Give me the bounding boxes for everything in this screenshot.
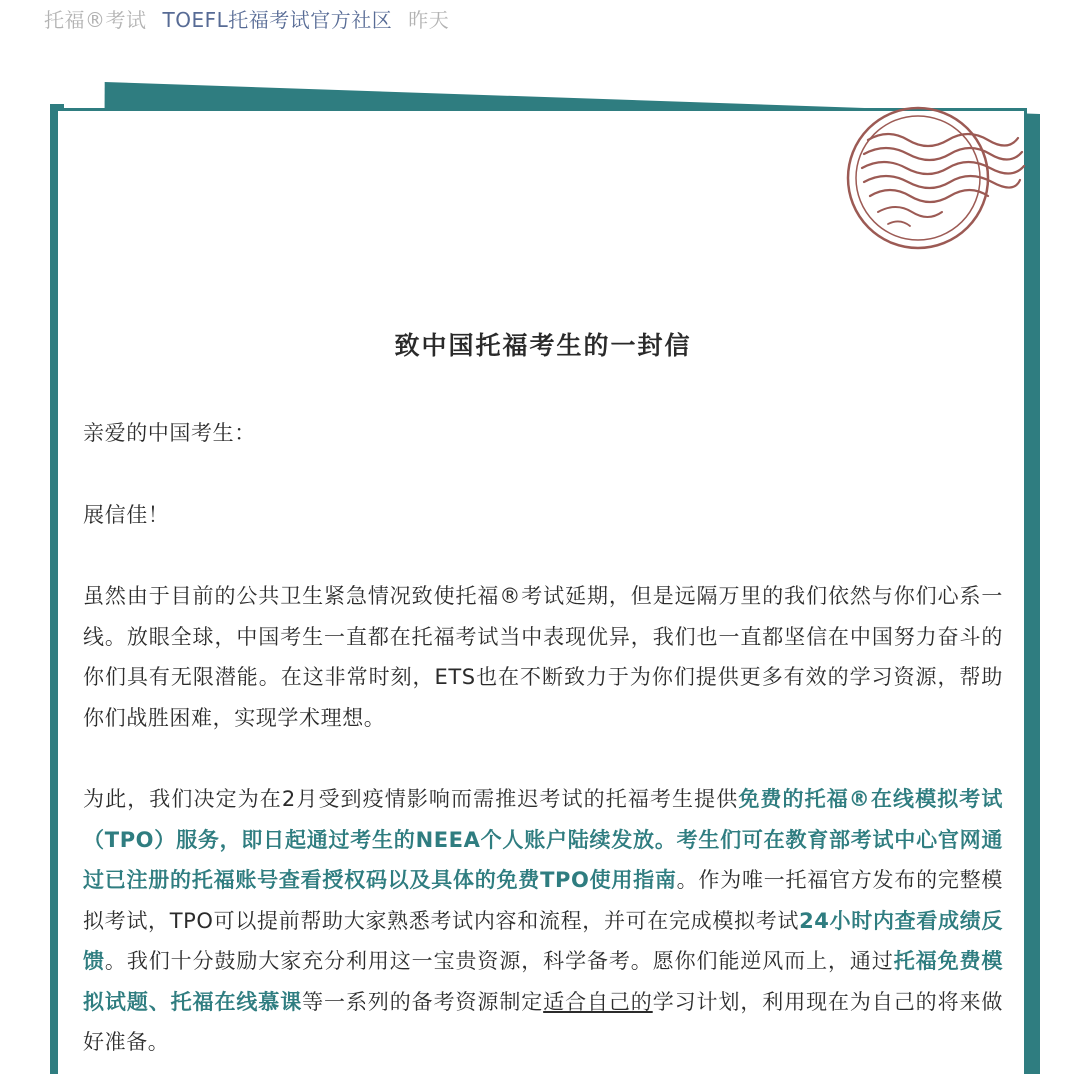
letter-paragraph-2	[83, 779, 1003, 1063]
letter-greeting: 亲爱的中国考生：	[83, 421, 256, 445]
letter-paragraph-1: 虽然由于目前的公共卫生紧急情况致使托福®考试延期，但是远隔万里的我们依然与你们心系一线。放眼全球，中国考生一直都在托福考试当中表现优异，我们也一直都坚信在中国努力奋斗的你们具有无限潜能。在这非常时刻，ETS也在不断致力于为你们提供更多有效的学习资源，帮助你们战胜困难，实现学术理想。	[83, 584, 1003, 730]
paragraph-2-text-1: 为此，我们决定为在2月受到疫情影响而需推迟考试的托福考生提供	[83, 787, 739, 811]
paragraph-2-text-3: 。我们十分鼓励大家充分利用这一宝贵资源，科学备考。愿你们能逆风而上，通过	[104, 949, 894, 973]
postmark-stamp-icon	[838, 100, 1028, 260]
paragraph-2-text-5: 学习计划，利用现在为自己的将来做好准备。	[83, 989, 1003, 1054]
free-tpo-highlight: 免费的托福®在线模拟考试（TPO）服务，即日起通过考生的NEEA个人账户陆续发放。考生们可在教育部考试中心官网通过已注册的托福账号查看授权码以及具体的免费TPO使用指南	[83, 787, 1003, 892]
underlined-text: 适合自己的	[543, 989, 653, 1014]
publish-time: 昨天	[408, 7, 450, 32]
paragraph-2-text-2: 。作为唯一托福官方发布的完整模拟考试，TPO可以提前帮助大家熟悉考试内容和流程，并可在完成模拟考试	[83, 868, 1003, 933]
free-resources-highlight: 托福免费模拟试题、托福在线慕课	[83, 949, 1003, 1014]
account-name-link[interactable]: TOEFL托福考试官方社区	[162, 7, 393, 32]
score-feedback-highlight: 24小时内查看成绩反馈	[83, 908, 1003, 973]
original-tag: 托福®考试	[44, 7, 147, 32]
article-meta	[44, 4, 449, 32]
letter-title: 致中国托福考生的一封信	[394, 331, 692, 360]
letter-body	[83, 322, 1003, 1063]
paragraph-2-text-4: 等一系列的备考资源制定	[302, 989, 544, 1014]
letter-salutation: 展信佳！	[83, 502, 170, 527]
